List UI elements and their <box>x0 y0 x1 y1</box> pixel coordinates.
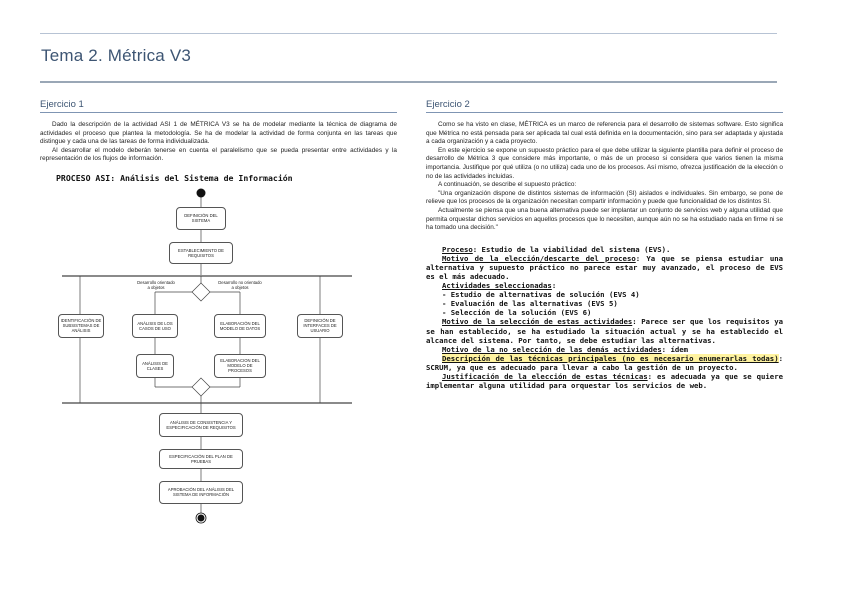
actividades-colon: : <box>551 281 557 291</box>
exercise-2-paragraph-2: En este ejercicio se expone un supuesto práctico para el que debe utilizar la siguiente plantilla para definir el proceso de desarrollo de Métrica 3 que considere más importante, o más de un proceso si considera que varios tienen la misma importancia. Justifique por qué utiliza (o no utiliza) cada uno de los procesos. Así mismo, ofrezca justificación de la elección o no de las actividades incluidas. <box>426 146 783 180</box>
activity-diagram <box>40 187 397 532</box>
page-title: Tema 2. Métrica V3 <box>41 46 192 65</box>
motivo-seleccion-value: : Parece ser que los requisitos ya se han establecido, se ha estudiado la situación actual y se ha establecido el alcance del sistema. Por tanto, se debe estudiar las alternativas. <box>426 317 783 345</box>
node-subsistemas-analisis: IDENTIFICACIÓN DE SUBSISTEMAS DE ANÁLISIS <box>58 314 104 338</box>
exercise-2-paragraph-5: Actualmente se piensa que una buena alternativa puede ser implantar un conjunto de servicios web y alguna utilidad que permita orquestar dichos servicios en aquellos procesos que lo necesiten, aunque aún no se ha estudiado nada en firme ni se ha tomado una decisión." <box>426 206 783 232</box>
node-definicion-sistema: DEFINICIÓN DEL SISTEMA <box>176 207 226 230</box>
proceso-label: Proceso <box>442 244 473 254</box>
tecnicas-label: Descripción de las técnicas principales (no es necesario enumerarlas todas) <box>442 353 779 363</box>
actividad-item: - Selección de la solución (EVS 6) <box>442 308 592 318</box>
exercise-2-paragraph-3: A continuación, se describe el supuesto práctico: <box>438 181 577 189</box>
motivo-no-seleccion-label: Motivo de la no selección de las demás actividades <box>442 344 662 354</box>
node-plan-pruebas: ESPECIFICACIÓN DEL PLAN DE PRUEBAS <box>159 449 243 469</box>
node-aprobacion-analisis: APROBACIÓN DEL ANÁLISIS DEL SISTEMA DE INFORMACIÓN <box>159 481 243 504</box>
motivo-seleccion-label: Motivo de la selección de estas actividades <box>442 317 633 327</box>
exercise-1-heading: Ejercicio 1 <box>40 99 397 113</box>
node-modelo-procesos: ELABORACION DEL MODELO DE PROCESOS <box>214 354 266 378</box>
start-node <box>197 188 206 197</box>
top-rule <box>40 33 777 34</box>
exercise-2-paragraph-4: "Una organización dispone de distintos sistemas de información (SI) aislados e individuales. Sin embargo, se pone de relieve que los procesos de la organización necesitan compartir información y puede que funcionalidad de los distintos SI. <box>426 189 783 206</box>
actividad-item: - Estudio de alternativas de solución (EVS 4) <box>442 290 640 300</box>
exercise-2-paragraph-1: Como se ha visto en clase, MÉTRICA es un marco de referencia para el desarrollo de sistemas software. Esto significa que Métrica no está pensada para ser aplicada tal cual está definida en la documentación, sino para ser adaptada y ajustada a cada organización y a cada proyecto. <box>426 121 783 146</box>
motivo-label: Motivo de la elección/descarte del proceso <box>442 253 636 263</box>
justificacion-value: : es adecuada ya que se quiere implementar alguna utilidad para orquestar los servicios de web. <box>426 372 783 391</box>
actividad-item: - Evaluación de las alternativas (EVS 5) <box>442 299 618 309</box>
actividades-label: Actividades seleccionadas <box>442 281 552 291</box>
exercise-2-heading: Ejercicio 2 <box>426 99 783 113</box>
motivo-no-seleccion-value: : ídem <box>661 344 689 354</box>
title-rule <box>40 81 777 83</box>
exercise-1-section <box>40 99 397 532</box>
justificacion-label: Justificación de la elección de estas técnicas <box>442 372 648 382</box>
node-interfaces-usuario: DEFINICIÓN DE INTERFACES DE USUARIO <box>297 314 343 338</box>
proceso-value: : Estudio de la viabilidad del sistema (EVS). <box>472 244 671 254</box>
process-template <box>426 245 783 391</box>
exercise-1-paragraph-1: Dado la descripción de la actividad ASI 1 de MÉTRICA V3 se ha de modelar mediante la técnica de diagrama de actividades el proceso que plantea la metodología. Se ha de modelar la actividad de forma conjunta en las tareas que distingue y cada una de las tareas de forma individualizada. <box>40 121 397 146</box>
exercise-2-section <box>426 99 783 390</box>
node-modelo-datos: ELABORACIÓN DEL MODELO DE DATOS <box>214 314 266 338</box>
guard-no-orientado-objetos: Desarrollo no orientado a objetos <box>218 279 262 290</box>
node-analisis-consistencia: ANÁLISIS DE CONSISTENCIA Y ESPECIFICACIÓN DE REQUISITOS <box>159 413 243 437</box>
guard-orientado-objetos: Desarrollo orientado a objetos <box>137 279 175 290</box>
node-casos-uso: ANÁLISIS DE LOS CASOS DE USO <box>132 314 178 338</box>
node-establecimiento-requisitos: ESTABLECIMIENTO DE REQUISITOS <box>169 242 233 264</box>
node-analisis-clases: ANÁLISIS DE CLASES <box>136 354 174 378</box>
exercise-1-paragraph-2: Al desarrollar el modelo deberán tenerse en cuenta el paralelismo que se pueda presentar entre actividades y la representación de los flujos de información. <box>40 146 397 163</box>
diagram-title: PROCESO ASI: Análisis del Sistema de Información <box>56 172 293 183</box>
motivo-value: : Ya que se piensa estudiar una alternativa y supuesto práctico no parece estar muy avanzado, el proceso de EVS es el más adecuado. <box>426 253 784 281</box>
end-node <box>198 514 205 521</box>
tecnicas-value: : SCRUM, ya que es adecuado para llevar a cabo la gestión de un proyecto. <box>426 353 783 372</box>
